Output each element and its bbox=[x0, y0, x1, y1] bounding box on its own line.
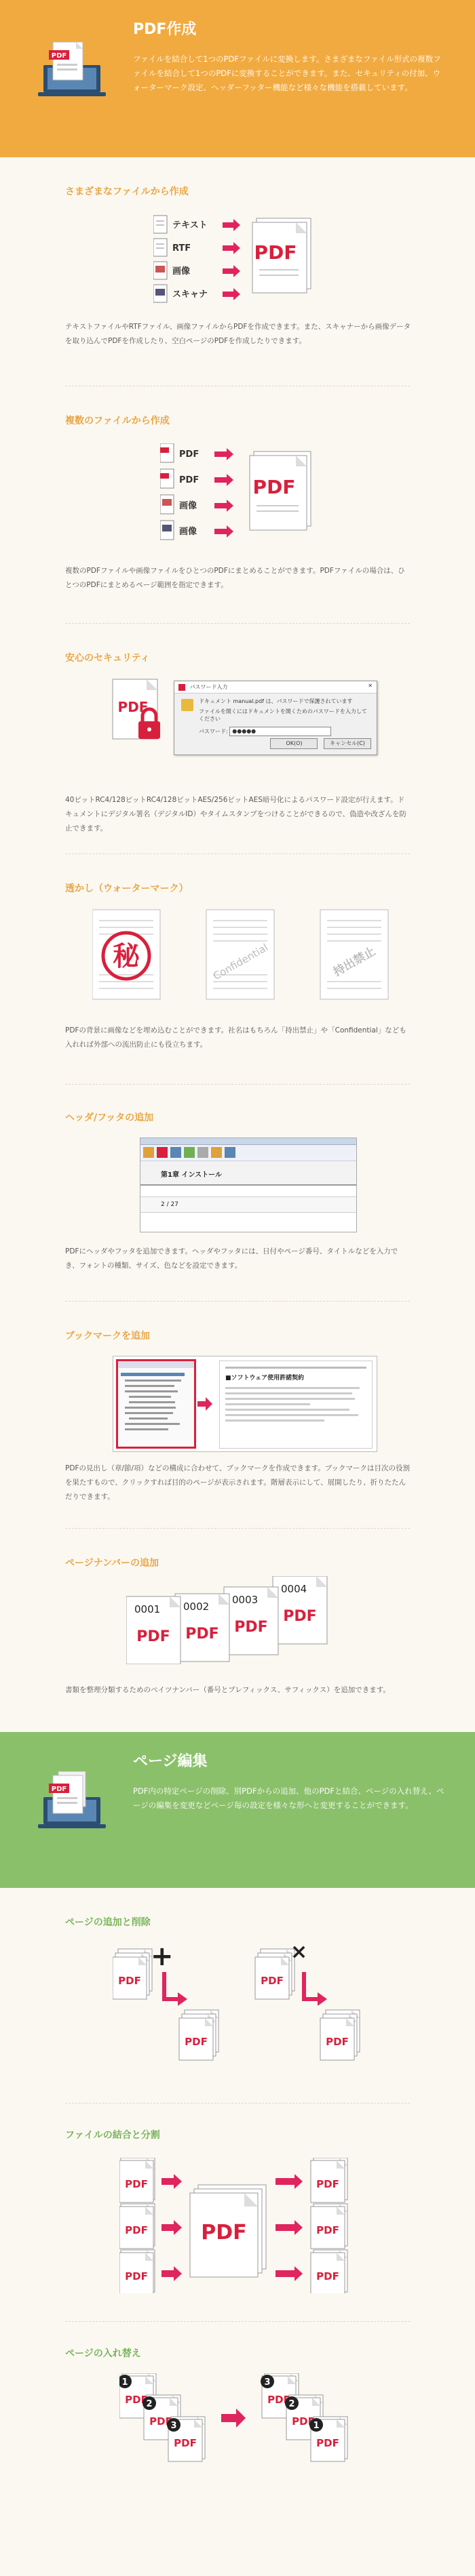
page-number-1: 0001 bbox=[134, 1603, 161, 1615]
merge-split-figure bbox=[119, 2158, 377, 2293]
page-edit-content bbox=[0, 1888, 475, 2505]
section-watermark bbox=[65, 854, 410, 1085]
label-text: テキスト bbox=[172, 220, 208, 230]
page-number-4: 0004 bbox=[281, 1583, 307, 1595]
heading-header-footer: ヘッダ/フッタの追加 bbox=[65, 1112, 154, 1123]
close-icon[interactable]: ✕ bbox=[368, 683, 373, 689]
laptop-pdf-icon-2 bbox=[38, 1771, 106, 1830]
badge-3: 3 bbox=[170, 2421, 177, 2431]
label-image-2: 画像 bbox=[179, 527, 197, 537]
badge-3b: 3 bbox=[264, 2377, 271, 2388]
delete-x-icon: × bbox=[290, 1945, 308, 1964]
section-merge-split bbox=[65, 2104, 410, 2322]
section-various-files bbox=[65, 157, 410, 386]
various-files-figure bbox=[153, 212, 330, 313]
badge-1: 1 bbox=[121, 2377, 128, 2388]
label-image-1: 画像 bbox=[179, 501, 197, 511]
heading-multiple-files: 複数のファイルから作成 bbox=[65, 416, 170, 426]
bookmark-arrow-icon bbox=[197, 1397, 214, 1411]
desc-page-number: 書類を整理分類するためのベイツナンバー（番号とプレフィックス、サフィックス）を追加できます。 bbox=[65, 1686, 390, 1694]
add-delete-figure bbox=[113, 1945, 370, 2080]
page-number-figure bbox=[126, 1576, 350, 1664]
desc-header-footer: PDFにヘッダやフッタを追加できます。ヘッダやフッタには、日付やページ番号、タイトルなどを入力でき、フォントの種類、サイズ、色などを設定できます。 bbox=[65, 1247, 398, 1270]
section-multiple-files bbox=[65, 386, 410, 624]
heading-various-files: さまざまなファイルから作成 bbox=[65, 186, 189, 197]
header-sample: 第1章 インストール bbox=[161, 1171, 222, 1179]
cancel-button[interactable]: キャンセル(C) bbox=[324, 738, 371, 749]
label-scanner: スキャナ bbox=[172, 289, 208, 300]
svg-text:PDF: PDF bbox=[283, 1608, 317, 1625]
label-rtf: RTF bbox=[172, 243, 191, 254]
password-dialog bbox=[174, 681, 377, 755]
multiple-files-figure bbox=[160, 443, 330, 555]
svg-text:PDF: PDF bbox=[51, 1786, 67, 1793]
header-footer-screenshot bbox=[140, 1138, 357, 1232]
pdf-create-header bbox=[0, 0, 475, 157]
heading-reorder: ページの入れ替え bbox=[65, 2348, 141, 2359]
watermark-secret: 秘 bbox=[113, 940, 140, 972]
heading-security: 安心のセキュリティ bbox=[65, 653, 150, 664]
svg-text:PDF: PDF bbox=[201, 2221, 247, 2245]
ok-button[interactable]: OK(O) bbox=[270, 738, 318, 749]
password-label: パスワード: bbox=[199, 728, 228, 735]
watermark-confidential: Confidential bbox=[210, 941, 271, 983]
dialog-sub: ファイルを開くにはドキュメントを開くためのパスワードを入力してください bbox=[199, 708, 367, 722]
page-number-2: 0002 bbox=[183, 1601, 210, 1613]
label-pdf-1: PDF bbox=[179, 449, 200, 460]
page-number-3: 0003 bbox=[232, 1594, 259, 1606]
dialog-title: パスワード入力 bbox=[189, 684, 228, 690]
footer-sample: 2 / 27 bbox=[140, 1196, 356, 1213]
plus-icon: + bbox=[151, 1945, 174, 1972]
section-bookmark bbox=[65, 1302, 410, 1529]
heading-bookmark: ブックマークを追加 bbox=[65, 1331, 151, 1342]
section-reorder bbox=[65, 2322, 410, 2505]
label-image: 画像 bbox=[172, 266, 191, 277]
pdf-create-title: PDF作成 bbox=[133, 21, 197, 38]
badge-2: 2 bbox=[146, 2399, 153, 2409]
svg-text:PDF: PDF bbox=[185, 1626, 219, 1643]
pdf-create-content bbox=[0, 157, 475, 1732]
svg-text:PDF: PDF bbox=[51, 52, 67, 60]
badge-2b: 2 bbox=[288, 2399, 295, 2409]
page-edit-title: ページ編集 bbox=[133, 1753, 208, 1770]
section-header-footer bbox=[65, 1085, 410, 1302]
doc-heading: ■ソフトウェア使用許諾契約 bbox=[225, 1375, 305, 1382]
app-icon bbox=[178, 684, 185, 691]
svg-text:PDF: PDF bbox=[136, 1628, 170, 1645]
pdf-output-label: PDF bbox=[254, 241, 297, 264]
key-icon bbox=[181, 699, 193, 711]
reorder-figure bbox=[119, 2373, 377, 2495]
section-security bbox=[65, 624, 410, 854]
locked-pdf-icon bbox=[109, 677, 166, 751]
heading-watermark: 透かし（ウォーターマーク） bbox=[65, 883, 189, 894]
watermark-figure bbox=[92, 907, 391, 1009]
heading-add-delete: ページの追加と削除 bbox=[65, 1917, 151, 1928]
svg-text:PDF: PDF bbox=[117, 699, 149, 715]
label-pdf-2: PDF bbox=[179, 475, 200, 485]
page-edit-header bbox=[0, 1732, 475, 1888]
section-add-delete bbox=[65, 1888, 410, 2104]
desc-security: 40ビットRC4/128ビットRC4/128ビットAES/256ビットAES暗号化によるパスワード設定が行えます。ドキュメントにデジタル署名（デジタルID）やタイムスタンプをつけることができるので、偽造や改ざんを防止できます。 bbox=[65, 796, 406, 832]
desc-multiple-files: 複数のPDFファイルや画像ファイルをひとつのPDFにまとめることができます。PDFファイルの場合は、ひとつのPDFにまとめるページ範囲を指定できます。 bbox=[65, 567, 405, 589]
dialog-titlebar bbox=[174, 681, 377, 693]
desc-watermark: PDFの背景に画像などを埋め込むことができます。社名はもちろん「持出禁止」や「Confidential」なども入れれば外部への流出防止にも役立ちます。 bbox=[65, 1026, 406, 1049]
heading-page-number: ページナンバーの追加 bbox=[65, 1558, 159, 1569]
badge-1b: 1 bbox=[313, 2421, 320, 2431]
dialog-message: ドキュメント manual.pdf は、パスワードで保護されています bbox=[199, 698, 353, 704]
heading-merge-split: ファイルの結合と分割 bbox=[65, 2130, 160, 2141]
pdf-create-intro: ファイルを結合して1つのPDFファイルに変換します。さまざまなファイル形式の複数ファイルを結合して1つのPDFに変換することができます。また、セキュリティの付加、ウォーターマーク設定、ヘッダーフッター機能など様々な機能を搭載しています。 bbox=[133, 54, 441, 92]
pdf-merged-label: PDF bbox=[252, 476, 296, 498]
bookmark-screenshot bbox=[113, 1356, 377, 1452]
section-page-number bbox=[65, 1529, 410, 1732]
desc-bookmark: PDFの見出し（章/節/項）などの構成に合わせて、ブックマークを作成できます。ブックマークは目次の役割を果たすもので、クリックすれば目的のページが表示されます。階層表示にして、展開したり、折りたたんだりできます。 bbox=[65, 1464, 411, 1501]
password-input[interactable]: ●●●●● bbox=[229, 727, 331, 736]
bookmark-panel bbox=[116, 1359, 196, 1449]
desc-various-files: テキストファイルやRTFファイル、画像ファイルからPDFを作成できます。また、スキャナーから画像データを取り込んでPDFを作成したり、空白ページのPDFを作成したりできます。 bbox=[65, 323, 411, 345]
svg-text:PDF: PDF bbox=[234, 1619, 268, 1636]
watermark-no-takeout: 持出禁止 bbox=[331, 944, 378, 980]
page-edit-intro: PDF内の特定ページの削除、別PDFからの追加、他のPDFと結合、ページの入れ替え、ページの編集を変更などページ毎の設定を様々な形へと変更することができます。 bbox=[133, 1786, 444, 1810]
laptop-pdf-icon bbox=[38, 39, 106, 98]
